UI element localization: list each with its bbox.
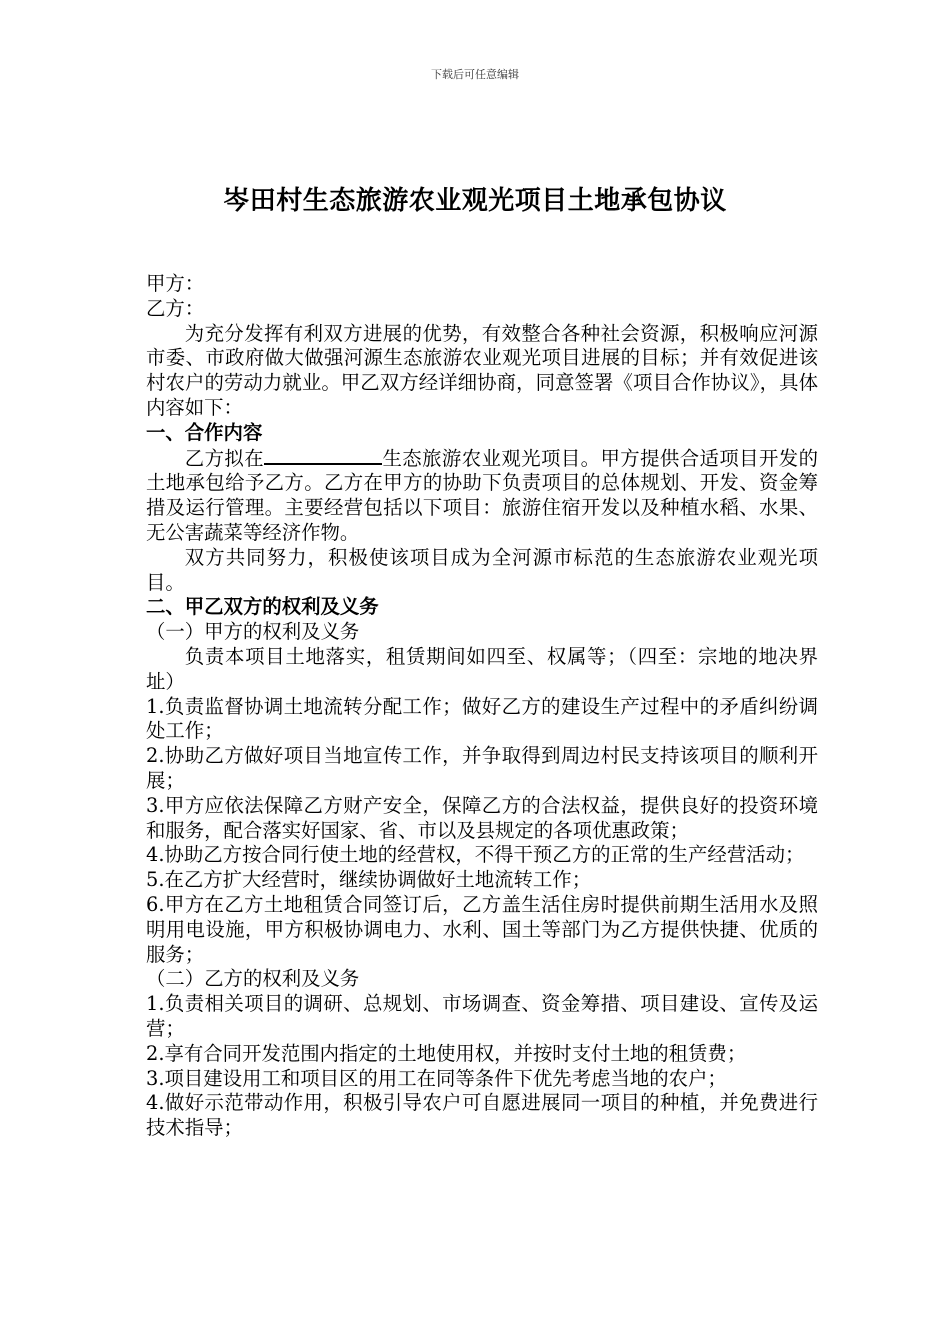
list-item: 3.项目建设用工和项目区的用工在同等条件下优先考虑当地的农户； [146,1066,727,1090]
list-item: 2.享有合同开发范围内指定的土地使用权，并按时支付土地的租赁费； [146,1041,747,1065]
list-item: 2.协助乙方做好项目当地宣传工作，并争取得到周边村民支持该项目的顺利开展； [146,744,818,792]
intro-paragraph: 为充分发挥有利双方进展的优势，有效整合各种社会资源，积极响应河源市委、市政府做大做强河源生态旅游农业观光项目进展的目标；并有效促进该村农户的劳动力就业。甲乙双方经详细协商，同意签署《项目合作协议》，具体内容如下： [146,321,818,419]
section-1-text-after-blank: 生态旅游农业观光项目。甲方提供合适项目开发的土地承包给予乙方。乙方在甲方的协助下负责项目的总体规划、开发、资金筹措及运行管理。主要经营包括以下项目：旅游住宿开发以及种植水稻、水果、无公害蔬菜等经济作物。 [146,446,819,544]
subsection-1-heading: （一）甲方的权利及义务 [146,620,360,644]
party-b-line: 乙方： [146,296,205,320]
subsection-1-lead: 负责本项目土地落实，租赁期间如四至、权属等；（四至：宗地的地决界址） [146,644,818,693]
party-a-line: 甲方： [146,272,205,295]
list-item: 1.负责相关项目的调研、总规划、市场调查、资金筹措、项目建设、宣传及运营； [146,992,818,1040]
list-item: 6.甲方在乙方土地租赁合同签订后，乙方盖生活住房时提供前期生活用水及照明用电设施，甲方积极协调电力、水利、国土等部门为乙方提供快捷、优质的服务； [146,892,818,966]
section-1-heading: 一、合作内容 [146,420,263,444]
fill-in-blank [264,446,382,465]
list-item: 4.协助乙方按合同行使土地的经营权，不得干预乙方的正常的生产经营活动； [146,843,805,867]
list-item: 4.做好示范带动作用，积极引导农户可自愿进展同一项目的种植，并免费进行技术指导； [146,1091,818,1140]
list-item: 5.在乙方扩大经营时，继续协调做好土地流转工作； [146,868,592,892]
list-item: 1.负责监督协调土地流转分配工作；做好乙方的建设生产过程中的矛盾纠纷调处工作； [146,694,818,743]
section-1-text-before-blank: 乙方拟在 [184,446,265,470]
page-header: 下载后可任意编辑 [431,68,519,81]
document-title: 岑田村生态旅游农业观光项目土地承包协议 [223,186,727,216]
subsection-2-heading: （二）乙方的权利及义务 [146,967,360,991]
document-body [146,272,818,1141]
section-1-paragraph-1 [146,446,818,546]
section-2-heading: 二、甲乙双方的权利及义务 [146,595,379,619]
list-item: 3.甲方应依法保障乙方财产安全，保障乙方的合法权益，提供良好的投资环境和服务，配合落实好国家、省、市以及县规定的各项优惠政策； [146,793,818,842]
section-1-paragraph-2: 双方共同努力，积极使该项目成为全河源市标范的生态旅游农业观光项目。 [146,545,818,594]
